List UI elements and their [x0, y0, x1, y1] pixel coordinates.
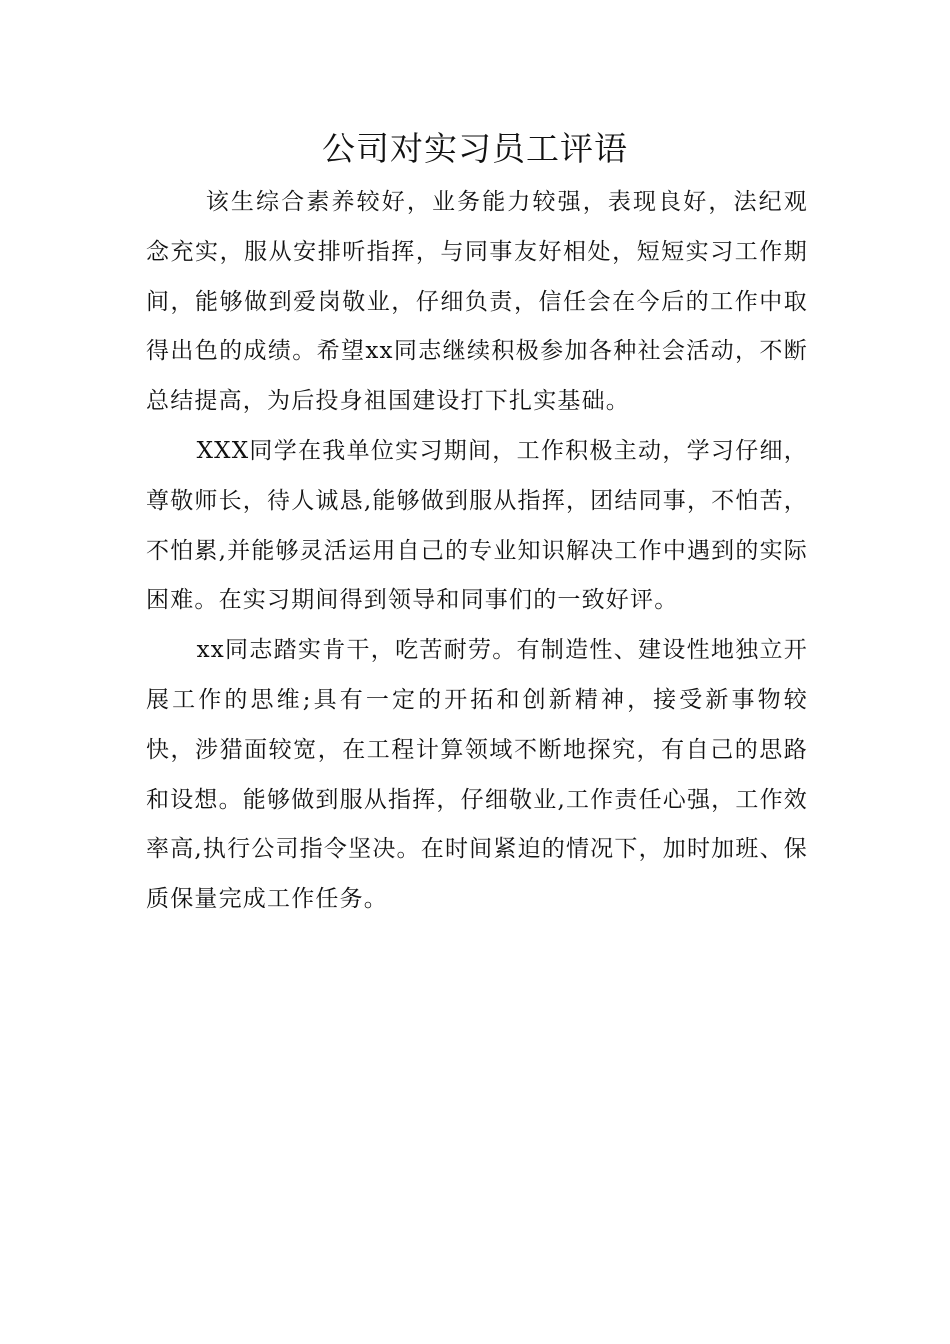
paragraph-1: 该生综合素养较好，业务能力较强，表现良好，法纪观念充实，服从安排听指挥，与同事友好相处，短短实习工作期间，能够做到爱岗敬业，仔细负责，信任会在今后的工作中取得出色的成绩。希望xx同志继续积极参加各种社会活动，不断总结提高，为后投身祖国建设打下扎实基础。	[146, 189, 808, 415]
paragraph-2: XXX同学在我单位实习期间，工作积极主动，学习仔细，尊敬师长，待人诚恳,能够做到服从指挥，团结同事，不怕苦，不怕累,并能够灵活运用自己的专业知识解决工作中遇到的实际困难。在实习期间得到领导和同事们的一致好评。	[146, 437, 808, 614]
paragraph-3: xx同志踏实肯干，吃苦耐劳。有制造性、建设性地独立开展工作的思维;具有一定的开拓和创新精神，接受新事物较快，涉猎面较宽，在工程计算领域不断地探究，有自己的思路和设想。能够做到服从指挥，仔细敬业,工作责任心强，工作效率高,执行公司指令坚决。在时间紧迫的情况下，加时加班、保质保量完成工作任务。	[146, 637, 808, 913]
document-title: 公司对实习员工评语	[322, 129, 628, 168]
document-body	[146, 178, 808, 925]
